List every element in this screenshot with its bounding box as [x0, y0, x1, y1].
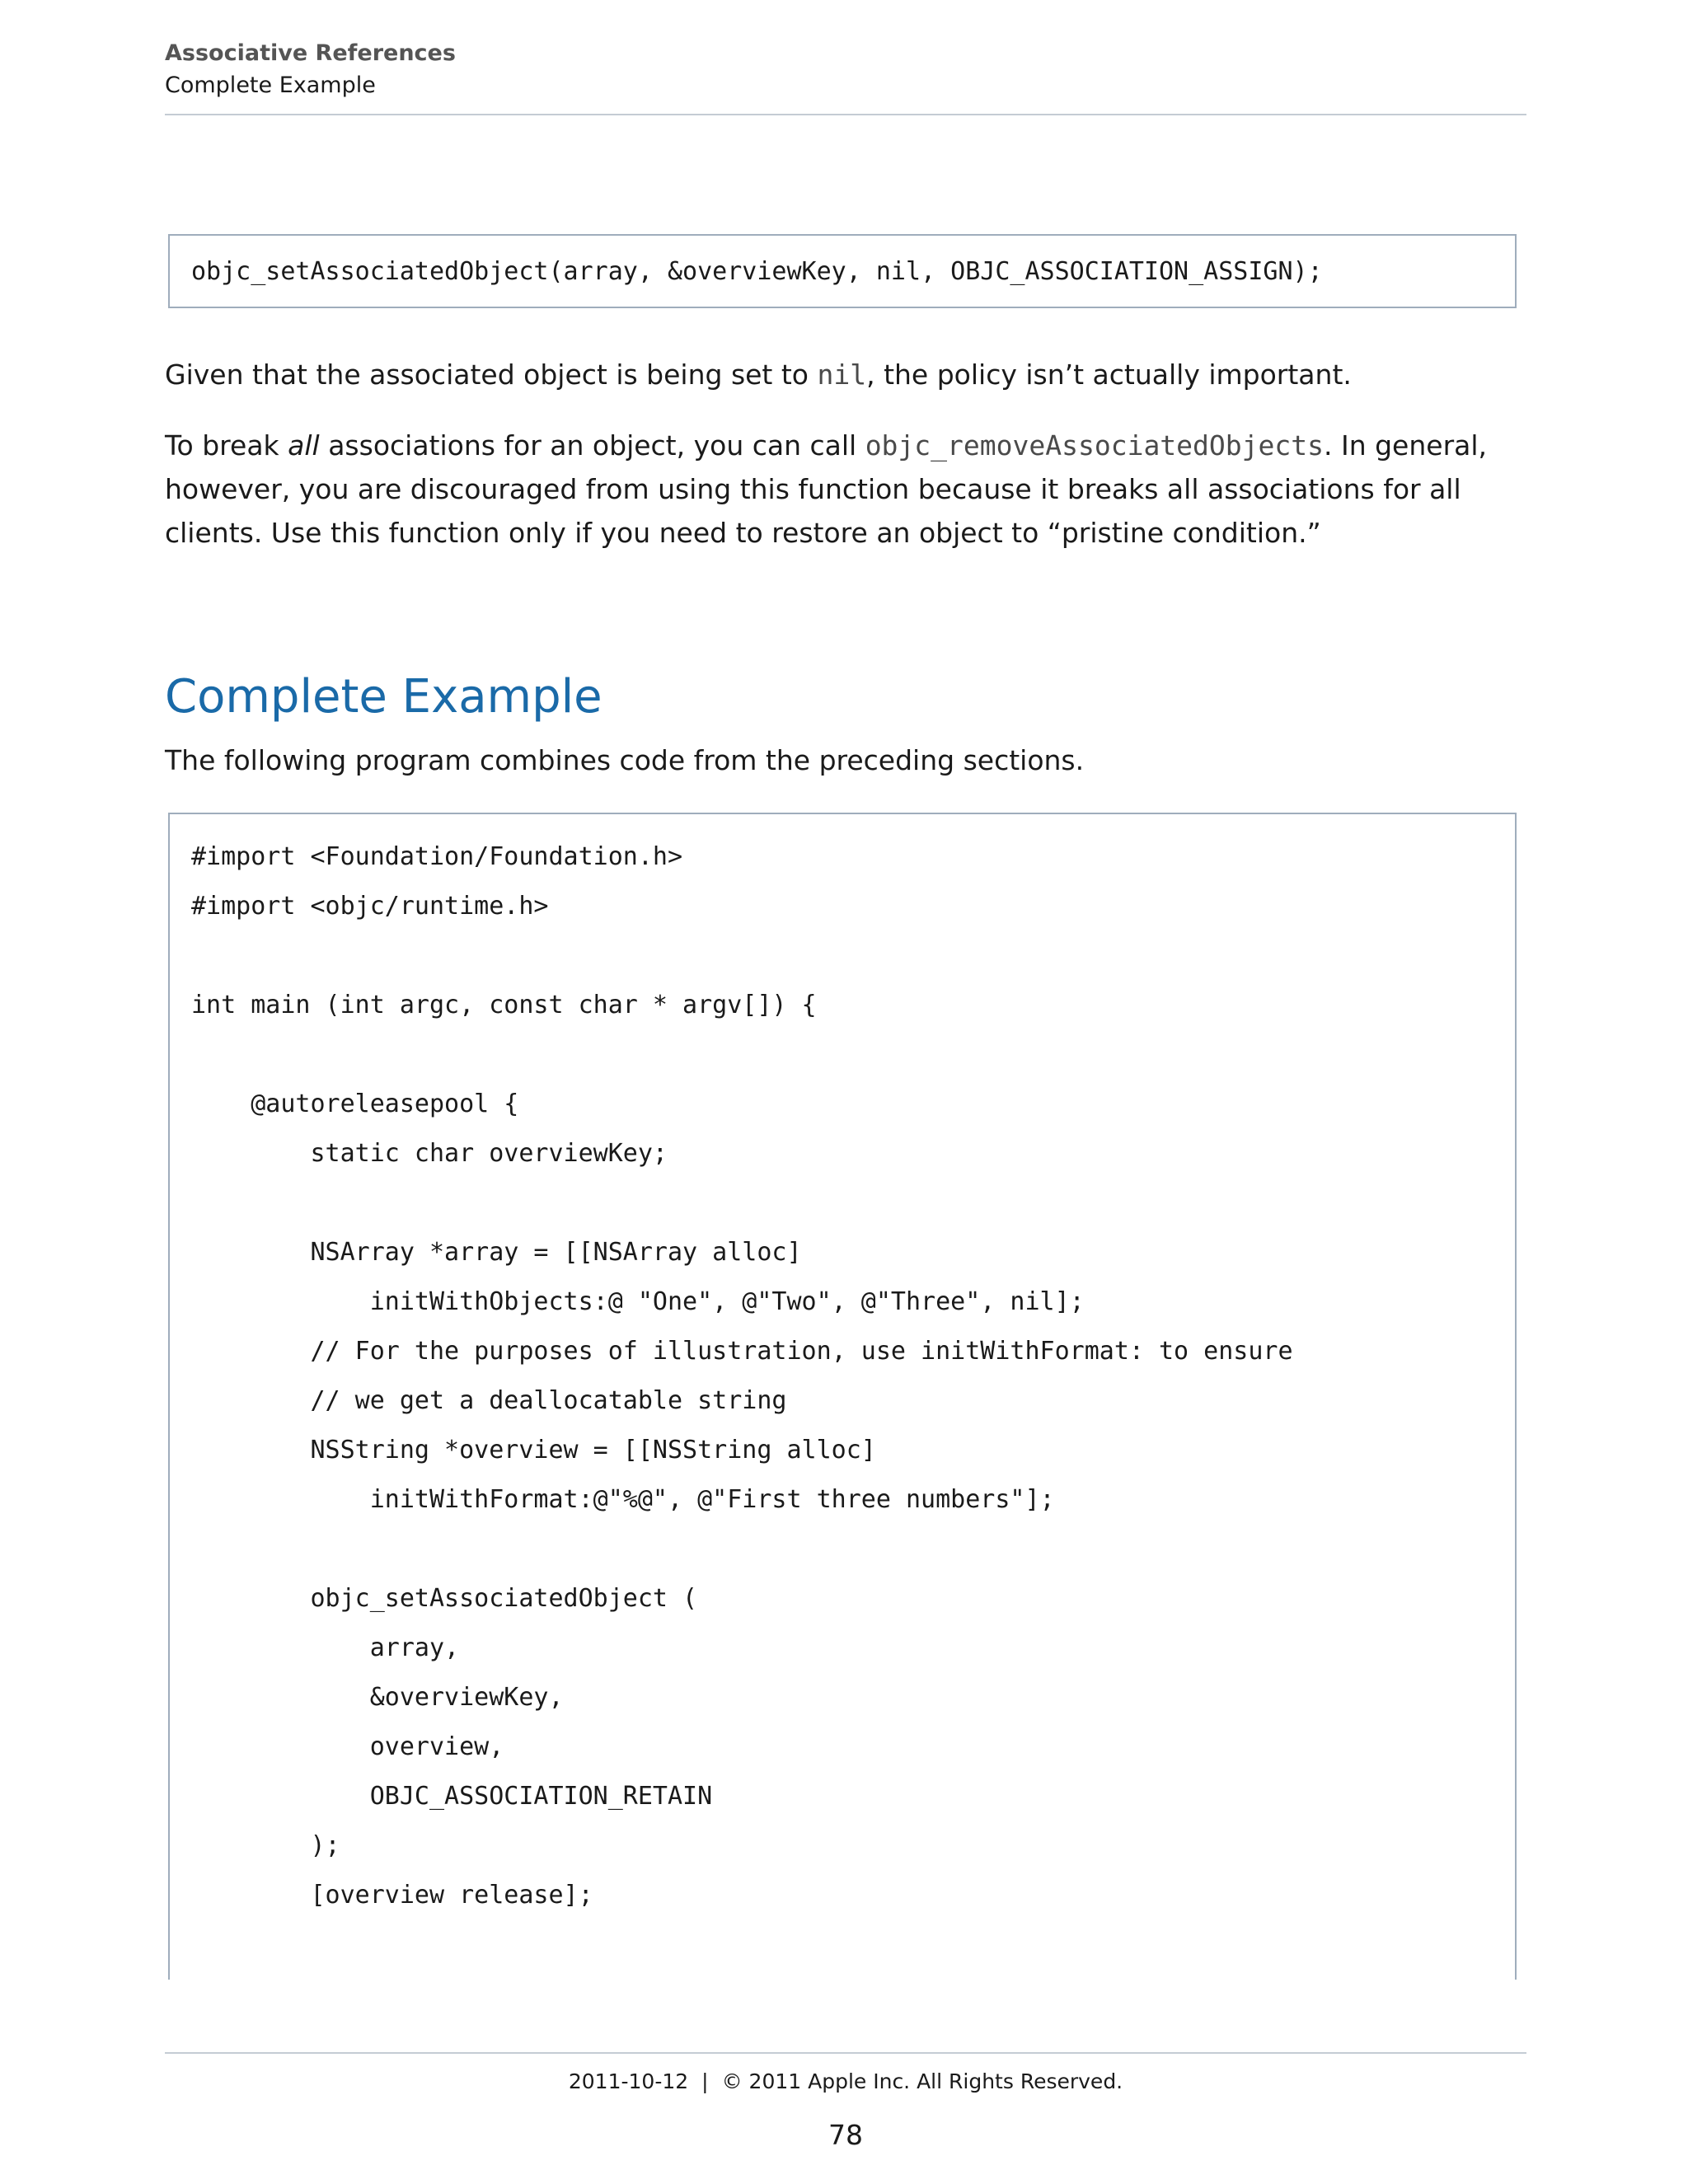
header-divider	[165, 114, 1526, 115]
paragraph-text: , the policy isn’t actually important.	[866, 359, 1352, 391]
header-chapter-title: Associative References	[165, 40, 456, 66]
inline-code-nil: nil	[817, 359, 867, 391]
paragraph-text: associations for an object, you can call	[319, 429, 865, 462]
code-line: overview,	[191, 1732, 504, 1761]
code-line: [overview release];	[191, 1881, 593, 1910]
code-line: OBJC_ASSOCIATION_RETAIN	[191, 1782, 713, 1811]
footer-separator: |	[701, 2069, 709, 2093]
header-section-title: Complete Example	[165, 73, 376, 98]
code-line: objc_setAssociatedObject (	[191, 1584, 698, 1613]
page-number: 78	[828, 2119, 863, 2151]
code-line: static char overviewKey;	[191, 1139, 668, 1168]
paragraph-text: To break	[165, 429, 288, 462]
section-intro-paragraph: The following program combines code from the preceding sections.	[165, 744, 1085, 776]
code-line: );	[191, 1831, 340, 1860]
code-line: #import <Foundation/Foundation.h>	[191, 842, 683, 871]
code-line: @autoreleasepool {	[191, 1090, 519, 1118]
paragraph-text: . In general, however, you are discouraged from using this function because it breaks all associations for all clients. Use this function only if you need to restore an object to “pristine condition.”	[165, 429, 1488, 549]
section-heading-complete-example: Complete Example	[165, 670, 603, 724]
paragraph-nil-policy	[165, 353, 1526, 396]
code-line	[191, 931, 1515, 981]
code-line: array,	[191, 1633, 460, 1662]
code-line: int main (int argc, const char * argv[]) {	[191, 991, 817, 1019]
code-block-set-nil	[168, 234, 1517, 308]
paragraph-text: Given that the associated object is being set to	[165, 359, 818, 391]
code-line: // For the purposes of illustration, use initWithFormat: to ensure	[191, 1337, 1293, 1366]
code-line	[191, 1525, 1515, 1574]
code-line: NSString *overview = [[NSString alloc]	[191, 1436, 876, 1465]
code-line: initWithFormat:@"%@", @"First three numbers"];	[191, 1485, 1055, 1514]
code-line: // we get a deallocatable string	[191, 1386, 787, 1415]
code-line	[191, 1179, 1515, 1228]
code-line: &overviewKey,	[191, 1683, 564, 1712]
running-header	[165, 38, 1526, 102]
code-line: objc_setAssociatedObject(array, &overviewKey, nil, OBJC_ASSOCIATION_ASSIGN);	[191, 257, 1323, 286]
code-line: NSArray *array = [[NSArray alloc]	[191, 1238, 802, 1267]
code-line	[191, 1030, 1515, 1080]
paragraph-remove-associations	[165, 424, 1526, 555]
footer-date: 2011-10-12	[568, 2069, 689, 2093]
footer-divider	[165, 2052, 1526, 2054]
code-line: #import <objc/runtime.h>	[191, 892, 549, 921]
footer-copyright: © 2011 Apple Inc. All Rights Reserved.	[721, 2069, 1123, 2093]
page-footer	[165, 2065, 1526, 2098]
code-line: initWithObjects:@ "One", @"Two", @"Three", nil];	[191, 1287, 1085, 1316]
emphasis-all: all	[288, 429, 320, 462]
code-block-complete-example	[168, 813, 1517, 1980]
inline-code-remove-associated-objects: objc_removeAssociatedObjects	[865, 429, 1324, 462]
